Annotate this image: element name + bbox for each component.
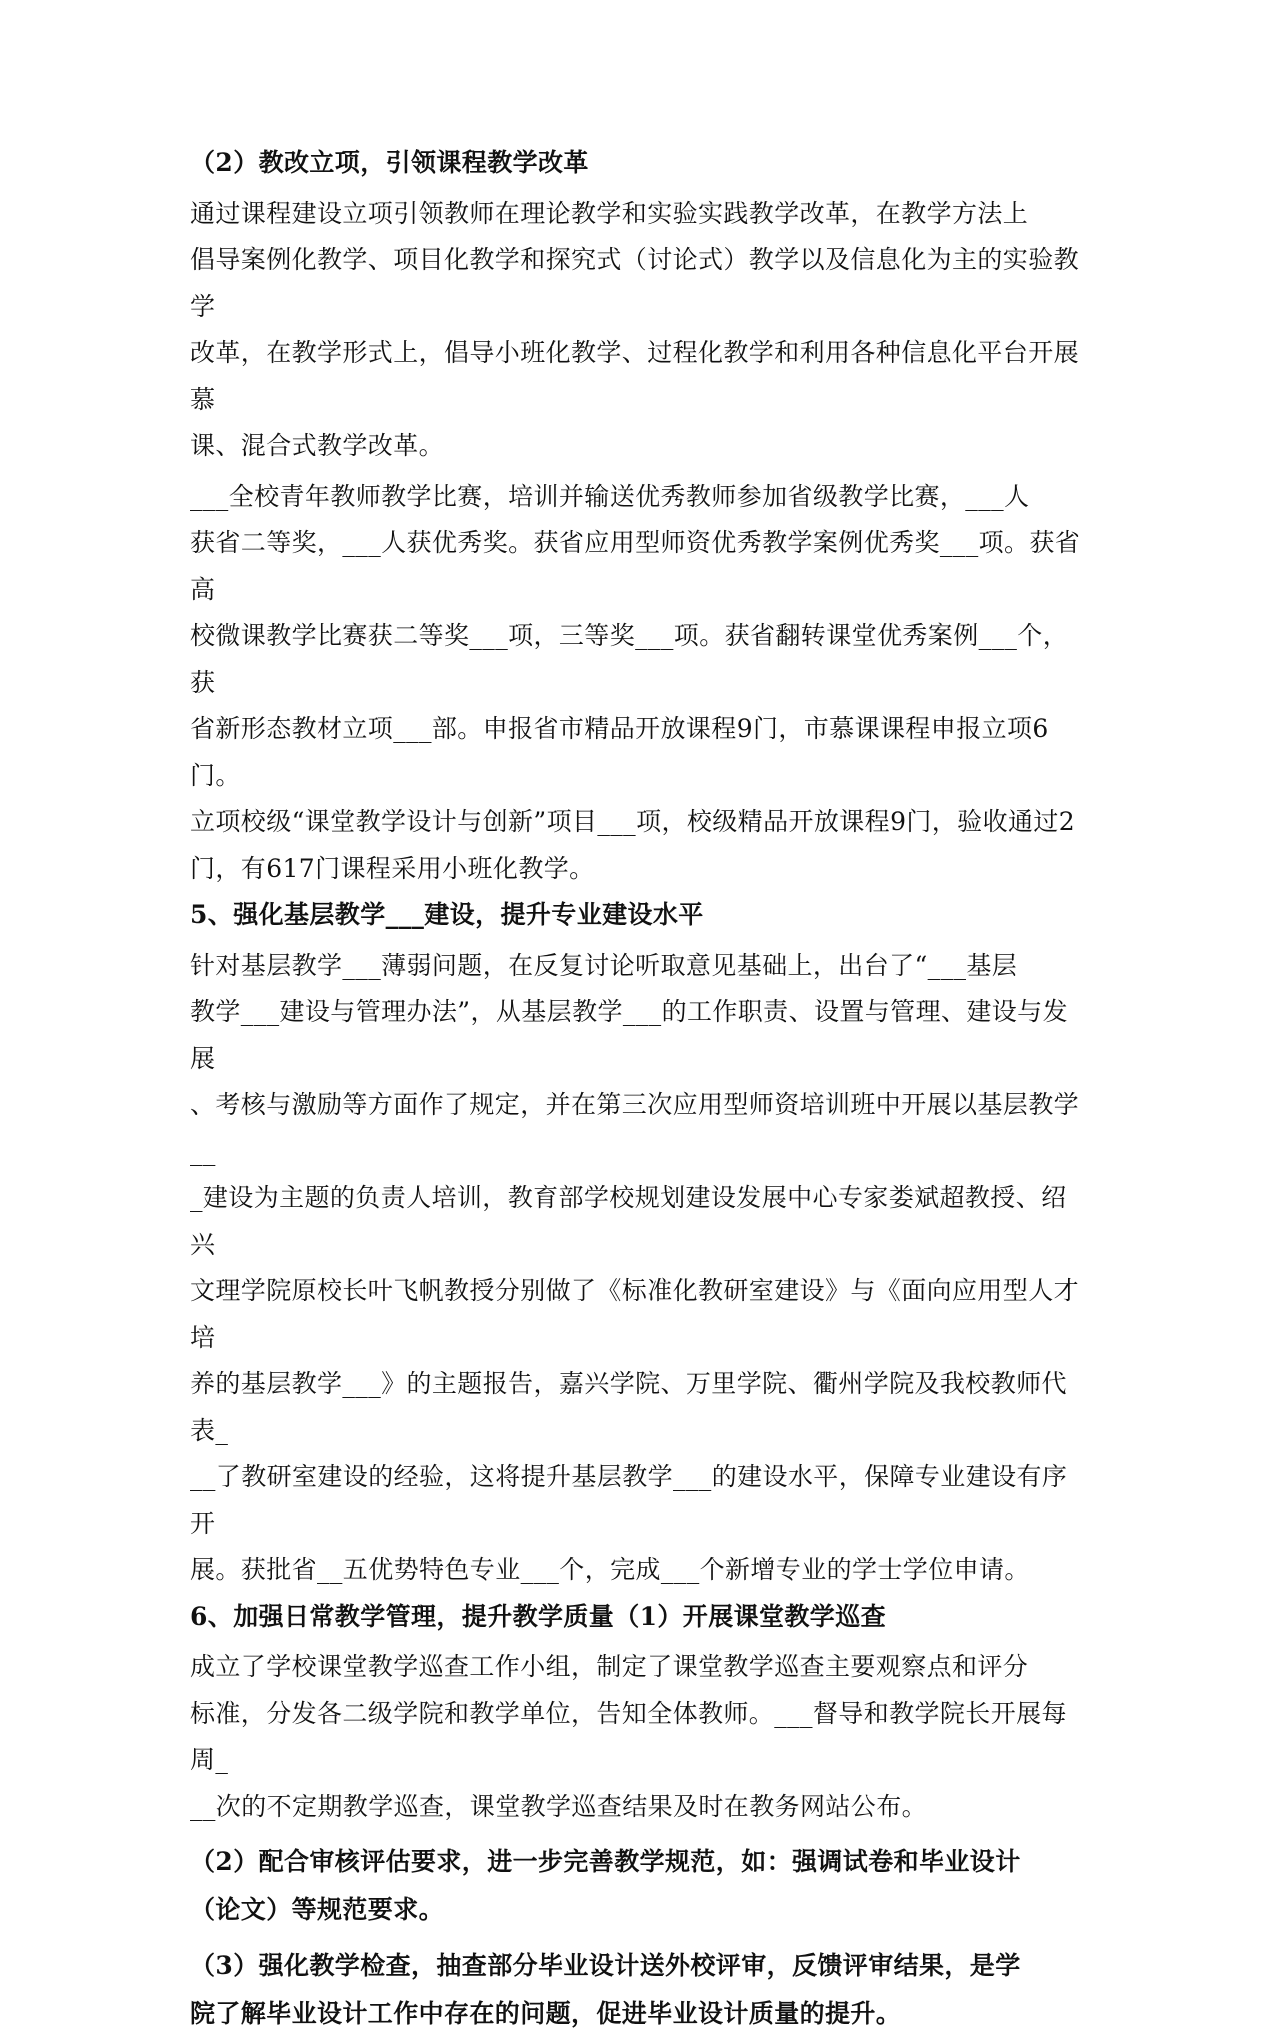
section-heading-teaching-reform: （2）教改立项，引领课程教学改革 xyxy=(190,148,589,177)
document-page xyxy=(190,140,1085,2038)
section-heading-daily-management: 6、加强日常教学管理，提升教学质量（1）开展课堂教学巡查 xyxy=(190,1601,886,1631)
paragraph-basic-teaching-units: 针对基层教学___薄弱问题，在反复讨论听取意见基础上，出台了“___基层 教学___建设与管理办法”，从基层教学___的工作职责、设置与管理、建设与发展 、考核与激励等方面作了规定，并在第三次应用型师资培训班中开展以基层教学__ _建设为主题的负责人培训，教育部学校规划建设发展中心专家娄斌超教授、绍兴 文理学院原校长叶飞帆教授分别做了《标准化教研室建设》与《面向应用型人才培 养的基层教学___》的主题报告，嘉兴学院、万里学院、衢州学院及我校教师代表_ __了教研室建设的经验，这将提升基层教学___的建设水平，保障专业建设有序开 展。获批省__五优势特色专业___个，完成___个新增专业的学士学位申请。 xyxy=(190,950,1080,1584)
section-heading-basic-teaching: 5、强化基层教学___建设，提升专业建设水平 xyxy=(190,900,704,929)
paragraph-teaching-norms: （2）配合审核评估要求，进一步完善教学规范，如：强调试卷和毕业设计 （论文）等规范要求。 xyxy=(190,1847,1021,1924)
paragraph-teaching-awards: ___全校青年教师教学比赛，培训并输送优秀教师参加省级教学比赛，___人 获省二等奖，___人获优秀奖。获省应用型师资优秀教学案例优秀奖___项。获省高 校微课教学比赛获二等奖___项，三等奖___项。获省翻转课堂优秀案例___个，获 省新形态教材立项___部。申报省市精品开放课程9门，市慕课课程申报立项6门。 立项校级“课堂教学设计与创新”项目___项，校级精品开放课程9门，验收通过2 门，有617门课程采用小班化教学。 xyxy=(190,481,1081,883)
paragraph-teaching-inspection: （3）强化教学检查，抽查部分毕业设计送外校评审，反馈评审结果，是学 院了解毕业设计工作中存在的问题，促进毕业设计质量的提升。 xyxy=(190,1951,1021,2028)
paragraph-course-reform: 通过课程建设立项引领教师在理论教学和实验实践教学改革，在教学方法上 倡导案例化教学、项目化教学和探究式（讨论式）教学以及信息化为主的实验教学 改革，在教学形式上，倡导小班化教学、过程化教学和利用各种信息化平台开展慕 课、混合式教学改革。 xyxy=(190,198,1080,460)
paragraph-classroom-inspection: 成立了学校课堂教学巡查工作小组，制定了课堂教学巡查主要观察点和评分 标准，分发各二级学院和教学单位，告知全体教师。___督导和教学院长开展每周_ __次的不定期教学巡查，课堂教学巡查结果及时在教务网站公布。 xyxy=(190,1652,1067,1821)
